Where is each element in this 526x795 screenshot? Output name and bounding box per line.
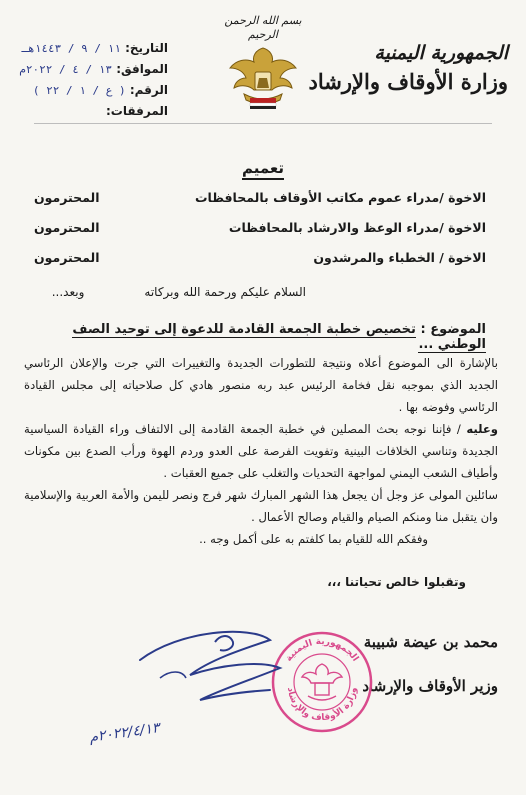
reference-number-row: الرقم: ( ع / ١ / ٢٢ ) — [32, 83, 168, 97]
body-paragraph: وفقكم الله للقيام بما كلفتم به على أكمل وجه .. — [199, 532, 428, 546]
republic-name: الجمهورية اليمنية — [374, 42, 508, 64]
closing-line: وتقبلوا خالص تحياتنا ،،، — [327, 575, 466, 589]
body-paragraph: بالإشارة الى الموضوع أعلاه ونتيجة للتطورات الجديدة والتغييرات التي جرت والإعلان الرئاسي الجديد الذي بموجبه نقل فخامة الرئيس عبد ربه منصور هادي كل صلاحياته إلى مجلس القيادة الرئاسي وفوضه بها . — [24, 356, 498, 414]
ministry-name: وزارة الأوقاف والإرشاد — [308, 69, 508, 94]
addressee-row: الاخوة / الخطباء والمرشدون المحترمون — [34, 250, 486, 265]
addressee-row: الاخوة /مدراء الوعظ والارشاد بالمحافظات المحترمون — [34, 220, 486, 235]
attachments-row: المرفقات: — [106, 104, 168, 118]
equivalent-date-value: ١٣ / ٤ / ٢٠٢٢م — [19, 63, 113, 76]
reference-number-value: ( ع / ١ / ٢٢ ) — [32, 84, 126, 97]
greeting: السلام عليكم ورحمة الله وبركاته وبعد... — [51, 285, 306, 299]
signer-name: محمد بن عيضة شبيبة — [363, 633, 498, 651]
signer-title: وزير الأوقاف والإرشاد — [362, 677, 498, 695]
circular-title: تعميم — [0, 159, 526, 177]
header-divider — [34, 123, 492, 124]
basmala: بسم الله الرحمن الرحيم — [224, 14, 302, 41]
handwritten-date: ٢٠٢٢/٤/١٣م — [88, 720, 161, 746]
letter-body — [24, 352, 498, 550]
document-meta — [10, 38, 168, 122]
handwritten-signature — [88, 620, 290, 746]
equivalent-date-row: الموافق: ١٣ / ٤ / ٢٠٢٢م — [19, 62, 168, 76]
body-paragraph: سائلين المولى عز وجل أن يجعل هذا الشهر المبارك شهر فرج ونصر لليمن والأمة العربية والإسلامية وان يتقبل منا ومنكم الصيام والقيام وصالح الأعمال . — [24, 488, 498, 524]
subject-line: الموضوع : تخصيص خطبة الجمعة القادمة للدعوة إلى توحيد الصف الوطني ... — [72, 322, 486, 352]
signer-block — [362, 620, 498, 708]
yemen-eagle-emblem-icon — [226, 42, 300, 116]
body-paragraph: وعليه / فإننا نوجه بحث المصلين في خطبة الجمعة القادمة إلى الالتفاف وراء القيادة السياسية الجديدة وتناسي الخلافات البينية وتفويت الفرصة على العدو وردم الهوة ورأب الصدع بين مكونات وأطياف الشعب اليمني لمواجهة التحديات والتغلب على جميع العقبات . — [24, 422, 498, 480]
addressee-row: الاخوة /مدراء عموم مكاتب الأوقاف بالمحافظات المحترمون — [34, 190, 486, 205]
date-row: التاريخ: ١١ / ٩ / ١٤٤٣هـ — [21, 41, 168, 55]
svg-text:الجمهورية اليمنية: الجمهورية اليمنية — [284, 636, 361, 664]
svg-text:وزارة الأوقاف والإرشاد: وزارة الأوقاف والإرشاد — [284, 686, 360, 724]
date-value: ١١ / ٩ / ١٤٤٣هـ — [21, 42, 121, 55]
ministry-header — [309, 40, 508, 98]
